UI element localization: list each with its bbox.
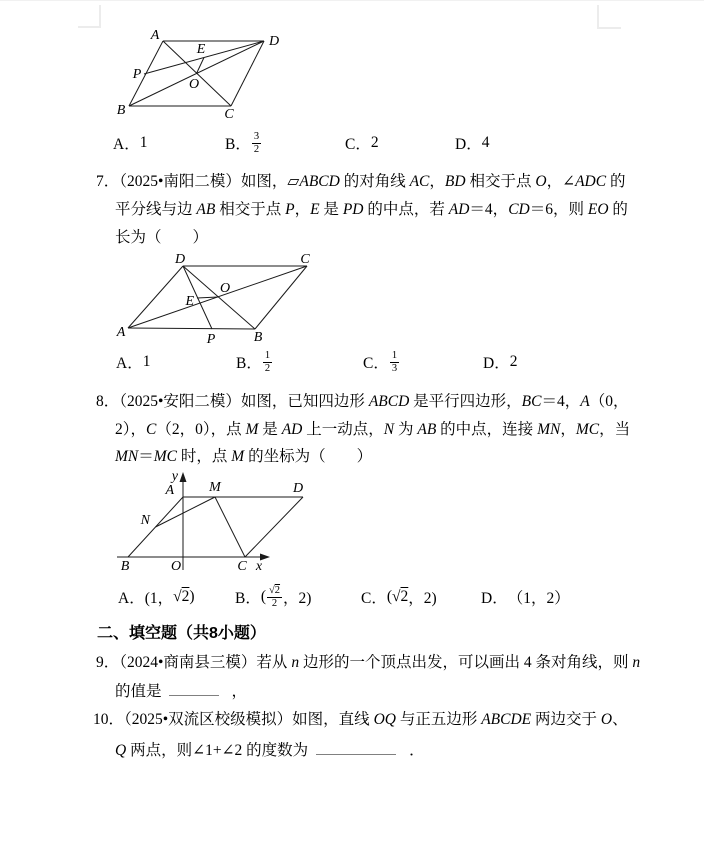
choice-value: (1，	[144, 590, 174, 607]
choice-label: A．	[113, 136, 140, 153]
choice-label: D．	[481, 590, 508, 607]
choice-value: (	[386, 588, 393, 605]
choice-q8-d	[481, 584, 570, 610]
vertex-label-B: B	[120, 559, 130, 574]
fraction: $\frac{1}{2}$	[264, 349, 271, 374]
choice-q8-a	[118, 584, 195, 610]
question9-line2	[115, 681, 247, 702]
vertex-label-D: D	[292, 481, 304, 496]
vertex-label-C: C	[237, 559, 247, 574]
choice-value: ，2)	[408, 590, 437, 607]
choice-value: 1	[142, 353, 151, 370]
answer-blank	[169, 681, 219, 696]
choice-q8-c	[361, 584, 437, 610]
question8-line3: MN＝MC 时，点 M 的坐标为（ ）	[115, 448, 373, 465]
side-CD	[245, 497, 303, 557]
fraction: $\frac{3}{2}$	[253, 130, 260, 155]
question8-line1: 8．（2025•安阳二模）如图，已知四边形 ABCD 是平行四边形，BC＝4，A（0，	[96, 393, 629, 410]
radicand: 2	[400, 588, 409, 605]
choice-label: A．	[118, 590, 145, 607]
choice-value: 1	[139, 134, 148, 151]
question9-line1: 9．（2024•商南县三模）若从 n 边形的一个顶点出发，可以画出 4 条对角线，则 n	[96, 654, 641, 671]
choice-q6-a	[113, 130, 147, 156]
radical-sign: √	[173, 588, 182, 605]
choice-label: C．	[345, 136, 371, 153]
question10-line2-punct: ．	[409, 742, 425, 759]
vertex-label-B: B	[116, 103, 126, 118]
radical-sign: √	[392, 588, 401, 605]
choice-label: D．	[455, 136, 482, 153]
segment-NM	[156, 497, 216, 527]
point-label-E: E	[185, 294, 194, 309]
vertex-label-D: D	[174, 252, 186, 267]
side-BA	[128, 328, 255, 329]
fraction: $\frac{√2}{2}$	[269, 584, 281, 609]
point-label-M: M	[209, 480, 221, 495]
choice-value: ，2)	[283, 590, 312, 607]
page-top-edge	[0, 0, 704, 1]
text-boundary-corner-right	[597, 5, 621, 29]
axis-label-x: x	[255, 559, 263, 574]
origin-label-O: O	[170, 559, 182, 574]
choice-value: (	[260, 588, 267, 605]
question7-line3: 长为（ ）	[115, 229, 209, 246]
point-label-E: E	[196, 42, 206, 57]
choice-q6-c	[345, 130, 379, 156]
figure-parallelogram-q6	[110, 25, 295, 120]
question7-line1: 7．（2025•南阳二模）如图，▱ABCD 的对角线 AC，BD 相交于点 O，∠ADC 的	[96, 173, 626, 190]
vertex-label-C: C	[300, 252, 310, 267]
point-label-P: P	[132, 67, 142, 82]
question7-line2: 平分线与边 AB 相交于点 P，E 是 PD 的中点，若 AD＝4，CD＝6，则 EO 的	[115, 201, 628, 218]
answer-blank	[316, 740, 396, 755]
segment-MC	[215, 497, 245, 557]
choice-value: 2	[370, 134, 379, 151]
vertex-label-A: A	[165, 483, 174, 498]
choice-q8-b	[235, 584, 311, 610]
question8-line2: 2），C（2，0），点 M 是 AD 上一动点，N 为 AB 的中点，连接 MN，MC，当	[115, 421, 631, 438]
choice-label: D．	[483, 355, 510, 372]
choice-q7-a	[116, 349, 150, 375]
choice-q7-c	[363, 349, 400, 375]
choice-value: 2	[509, 353, 518, 370]
question10-line1: 10．（2025•双流区校级模拟）如图，直线 OQ 与正五边形 ABCDE 两边交于 O、	[93, 711, 628, 728]
choice-value: )	[189, 588, 195, 605]
choice-value: 4	[481, 134, 490, 151]
point-label-N: N	[140, 513, 150, 528]
choice-label: B．	[225, 136, 251, 153]
section2-heading: 二、填空题（共8小题）	[97, 625, 266, 642]
question10-line2-text: Q 两点，则∠1+∠2 的度数为	[115, 742, 309, 759]
figure-coordinate-q8	[108, 468, 313, 578]
vertex-label-A: A	[150, 28, 160, 43]
choice-q7-d	[483, 349, 517, 375]
question9-line2-text: 的值是	[115, 683, 162, 700]
choice-label: B．	[236, 355, 262, 372]
side-DC	[231, 41, 264, 106]
vertex-label-C: C	[224, 107, 234, 122]
point-label-O: O	[188, 77, 200, 92]
choice-q6-b	[225, 130, 262, 156]
figure-parallelogram-q7	[115, 252, 315, 347]
choice-q7-b	[236, 349, 273, 375]
fraction: $\frac{1}{3}$	[391, 349, 398, 374]
choice-label: A．	[116, 355, 143, 372]
text-boundary-corner-left	[78, 5, 101, 28]
vertex-label-B: B	[253, 330, 263, 345]
radicand: 2	[181, 588, 190, 605]
choice-label: B．	[235, 590, 261, 607]
question10-line2	[115, 740, 425, 761]
vertex-label-D: D	[269, 34, 280, 49]
point-label-P: P	[206, 332, 216, 347]
choice-label: C．	[363, 355, 389, 372]
axis-label-y: y	[171, 469, 178, 484]
question9-line2-punct: ，	[231, 683, 248, 700]
vertex-label-A: A	[116, 325, 126, 340]
y-axis-arrow	[180, 472, 187, 482]
point-label-O: O	[220, 281, 231, 296]
choice-q6-d	[455, 130, 489, 156]
segment-EO	[197, 58, 205, 74]
choice-label: C．	[361, 590, 387, 607]
choice-value: （1，2）	[507, 590, 570, 607]
